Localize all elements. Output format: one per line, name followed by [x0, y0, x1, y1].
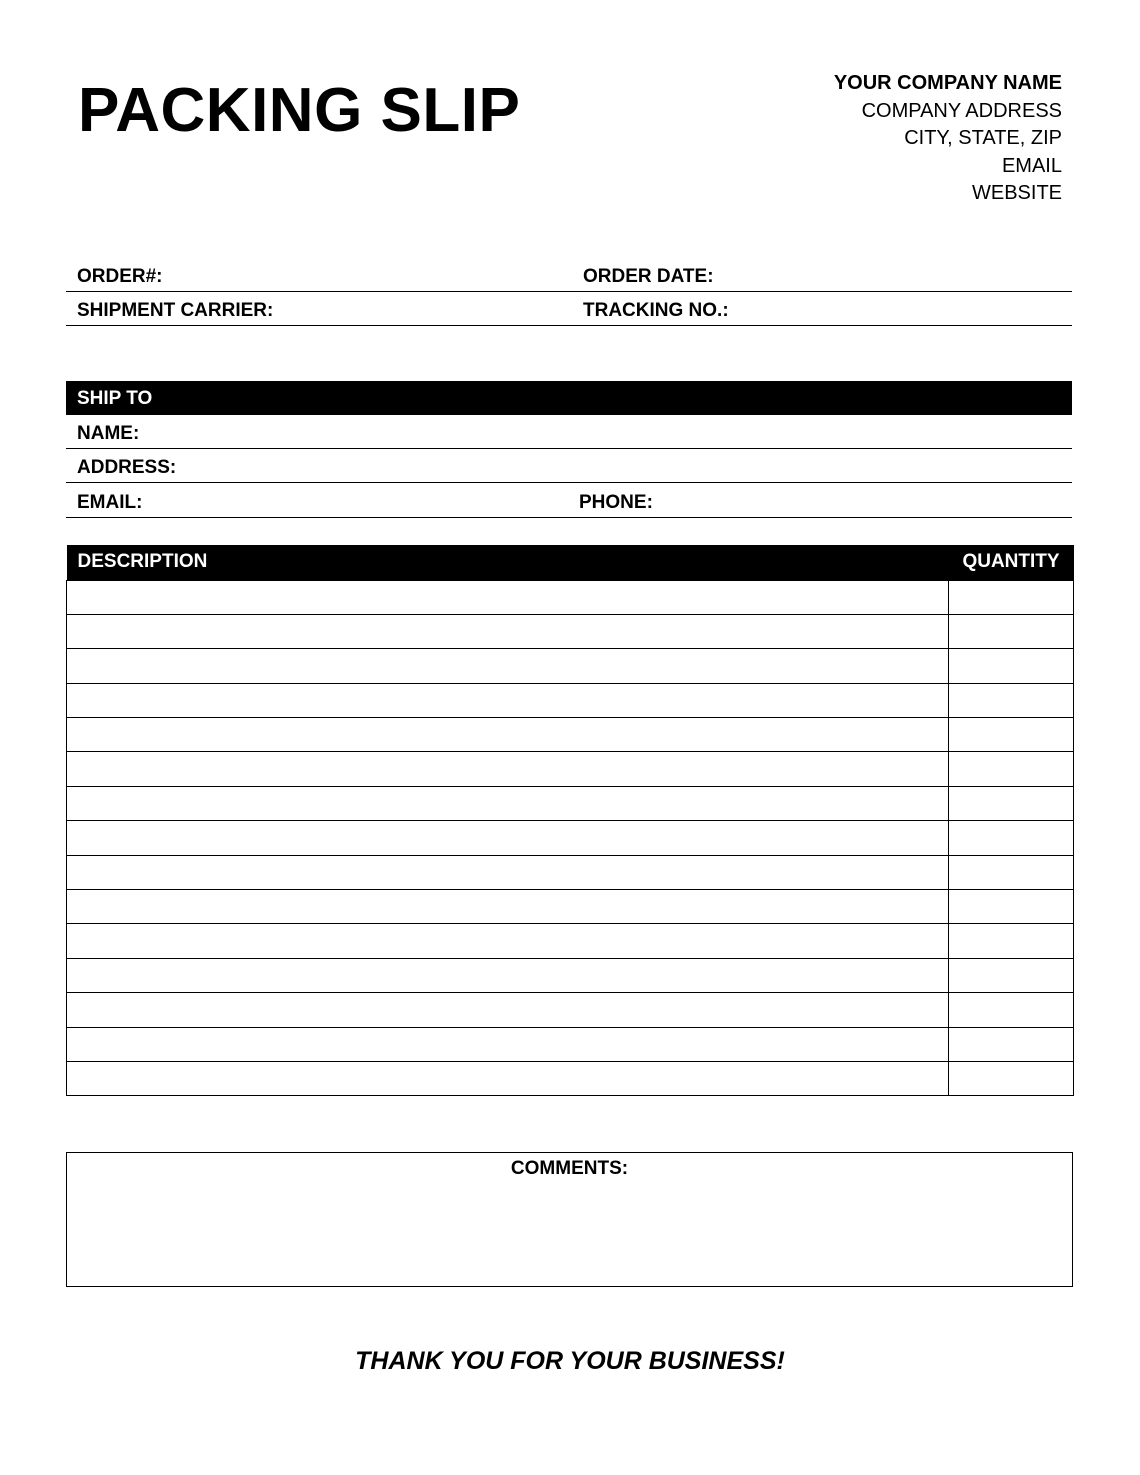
quantity-cell[interactable]: [949, 855, 1074, 889]
page-title: PACKING SLIP: [78, 76, 521, 145]
table-row: [67, 855, 1074, 889]
shipment-row: [66, 292, 1072, 326]
ship-to-email-label: EMAIL:: [77, 492, 143, 513]
table-row: [67, 718, 1074, 752]
order-date-label: ORDER DATE:: [583, 266, 714, 287]
items-table: [66, 545, 1074, 1096]
thank-you-message: THANK YOU FOR YOUR BUSINESS!: [355, 1347, 785, 1375]
description-cell[interactable]: [67, 580, 949, 614]
table-row: [67, 1027, 1074, 1061]
company-address: COMPANY ADDRESS: [861, 99, 1062, 122]
comments-box[interactable]: [66, 1152, 1073, 1287]
table-row: [67, 580, 1074, 614]
ship-to-header: [66, 381, 1072, 415]
description-cell[interactable]: [67, 821, 949, 855]
description-cell[interactable]: [67, 993, 949, 1027]
order-number-label: ORDER#:: [77, 266, 163, 287]
table-row: [67, 958, 1074, 992]
company-email: EMAIL: [1001, 154, 1062, 177]
table-row: [67, 649, 1074, 683]
description-cell[interactable]: [67, 718, 949, 752]
ship-to-phone-label: PHONE:: [579, 492, 653, 513]
quantity-header: QUANTITY: [949, 545, 1074, 580]
quantity-cell[interactable]: [949, 1061, 1074, 1095]
tracking-number-label: TRACKING NO.:: [583, 300, 729, 321]
description-cell[interactable]: [67, 1027, 949, 1061]
quantity-cell[interactable]: [949, 718, 1074, 752]
ship-to-contact-row: [66, 484, 1072, 518]
company-info: [834, 70, 1062, 208]
description-cell[interactable]: [67, 786, 949, 820]
quantity-cell[interactable]: [949, 890, 1074, 924]
quantity-cell[interactable]: [949, 958, 1074, 992]
table-row: [67, 993, 1074, 1027]
quantity-cell[interactable]: [949, 614, 1074, 648]
quantity-cell[interactable]: [949, 924, 1074, 958]
description-cell[interactable]: [67, 683, 949, 717]
table-row: [67, 786, 1074, 820]
order-row: [66, 258, 1072, 292]
company-name: YOUR COMPANY NAME: [833, 72, 1062, 94]
table-row: [67, 1061, 1074, 1095]
table-row: [67, 924, 1074, 958]
table-row: [67, 890, 1074, 924]
table-row: [67, 752, 1074, 786]
quantity-cell[interactable]: [949, 1027, 1074, 1061]
ship-to-name-row: [66, 415, 1072, 449]
quantity-cell[interactable]: [949, 786, 1074, 820]
company-city-state-zip: CITY, STATE, ZIP: [904, 127, 1062, 149]
ship-to-address-label: ADDRESS:: [77, 457, 177, 478]
description-cell[interactable]: [67, 649, 949, 683]
description-cell[interactable]: [67, 890, 949, 924]
ship-to-address-row: [66, 449, 1072, 483]
ship-to-heading: SHIP TO: [77, 388, 153, 409]
table-row: [67, 821, 1074, 855]
table-row: [67, 683, 1074, 717]
description-cell[interactable]: [67, 958, 949, 992]
description-cell[interactable]: [67, 855, 949, 889]
items-header-row: [67, 545, 1074, 580]
company-website: WEBSITE: [971, 182, 1062, 204]
quantity-cell[interactable]: [949, 683, 1074, 717]
ship-to-name-label: NAME:: [77, 423, 140, 444]
description-cell[interactable]: [67, 614, 949, 648]
quantity-cell[interactable]: [949, 649, 1074, 683]
quantity-cell[interactable]: [949, 821, 1074, 855]
description-header: DESCRIPTION: [67, 545, 949, 580]
table-row: [67, 614, 1074, 648]
quantity-cell[interactable]: [949, 993, 1074, 1027]
description-cell[interactable]: [67, 1061, 949, 1095]
quantity-cell[interactable]: [949, 752, 1074, 786]
description-cell[interactable]: [67, 924, 949, 958]
description-cell[interactable]: [67, 752, 949, 786]
items-body: [67, 580, 1074, 1096]
quantity-cell[interactable]: [949, 580, 1074, 614]
comments-label: COMMENTS:: [510, 1158, 629, 1179]
shipment-carrier-label: SHIPMENT CARRIER:: [77, 300, 274, 321]
